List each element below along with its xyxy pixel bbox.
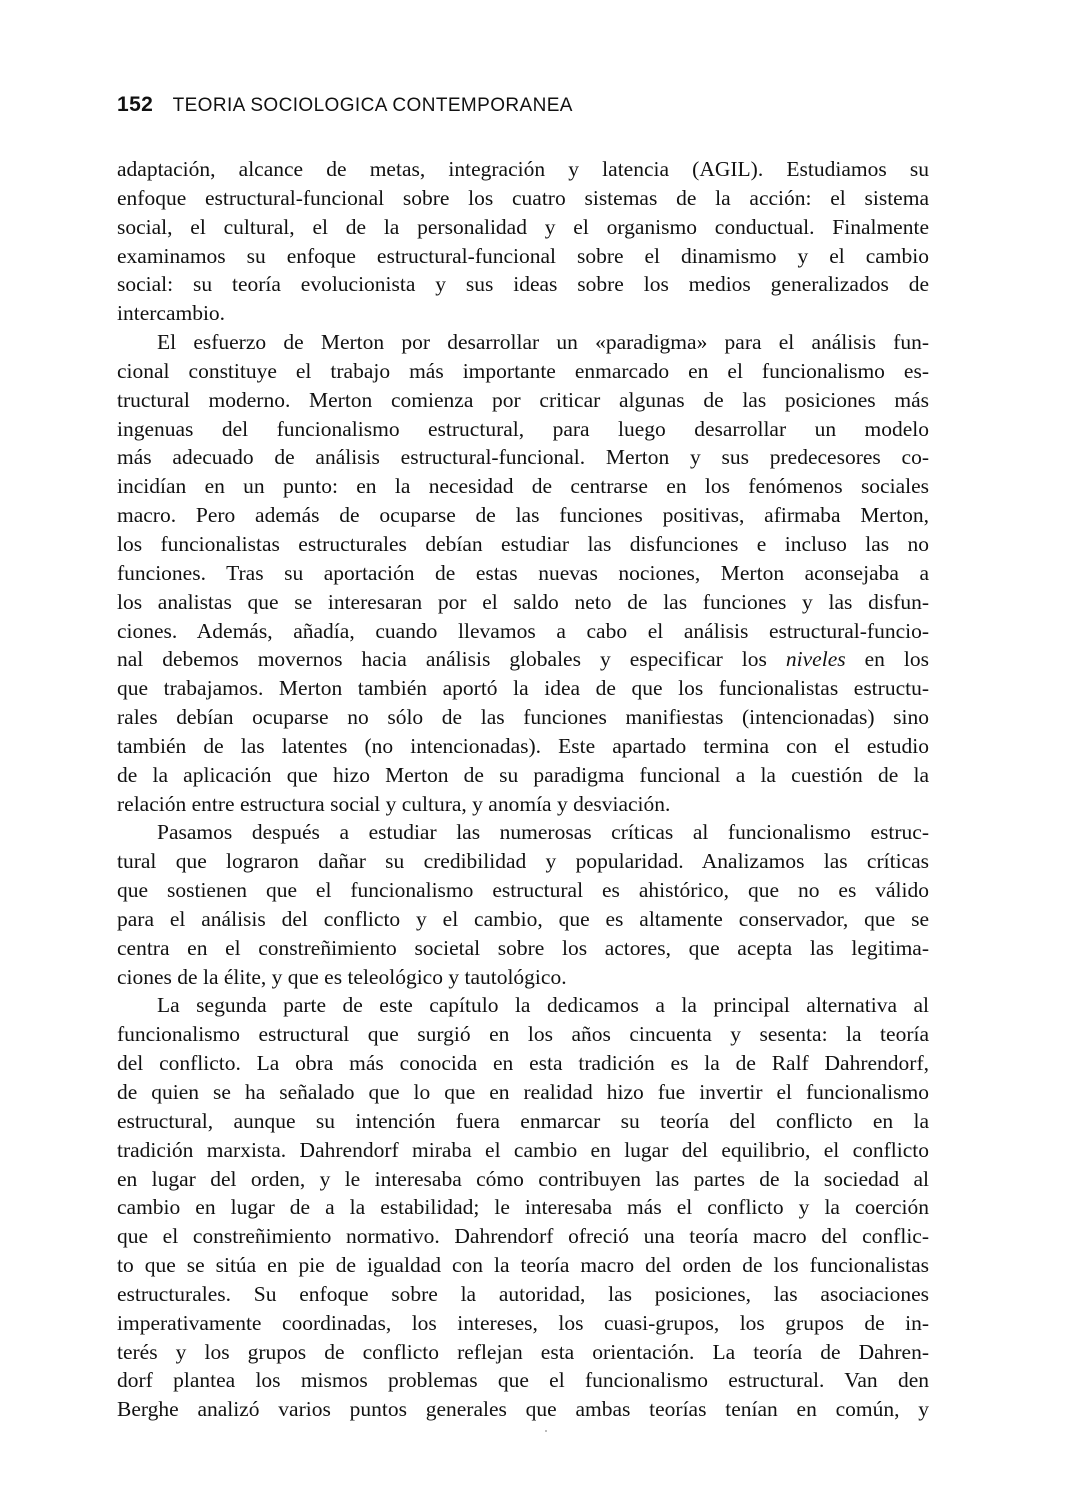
scan-speck: [545, 1430, 547, 1432]
paragraph-start-line: El esfuerzo de Merton por desarrollar un «paradigma» para el análisis fun-: [157, 330, 929, 355]
text-line: también de las latentes (no intencionadas). Este apartado termina con el estudio: [117, 733, 929, 758]
text-line: rales debían ocuparse no sólo de las funciones manifiestas (intencionadas) sino: [117, 705, 929, 730]
text-line: social, el cultural, el de la personalidad y el organismo conductual. Finalmente: [117, 214, 929, 239]
paragraph-start-line: Pasamos después a estudiar las numerosas críticas al funcionalismo estruc-: [157, 820, 929, 845]
text-line: centra en el constreñimiento societal sobre los actores, que acepta las legitima-: [117, 935, 929, 960]
text-line: enfoque estructural-funcional sobre los cuatro sistemas de la acción: el sistema: [117, 185, 929, 210]
text-line: Berghe analizó varios puntos generales que ambas teorías tenían en común, y: [117, 1397, 929, 1422]
text-line: en lugar del orden, y le interesaba cómo contribuyen las partes de la sociedad al: [117, 1166, 929, 1191]
text-line: tural que lograron dañar su credibilidad y popularidad. Analizamos las críticas: [117, 849, 929, 874]
text-line: social: su teoría evolucionista y sus ideas sobre los medios generalizados de: [117, 272, 929, 297]
text-line: de quien se ha señalado que lo que en realidad hizo fue invertir el funcionalismo: [117, 1080, 929, 1104]
text-line: tradición marxista. Dahrendorf miraba el cambio en lugar del equilibrio, el conflicto: [117, 1137, 929, 1162]
paragraph-start-line: La segunda parte de este capítulo la dedicamos a la principal alternativa al: [157, 993, 929, 1018]
text-line: más adecuado de análisis estructural-funcional. Merton y sus predecesores co-: [117, 445, 929, 470]
page-number: 152: [117, 93, 154, 116]
text-line: cambio en lugar de a la estabilidad; le interesaba más el conflicto y la coerción: [117, 1195, 929, 1220]
text-line: cional constituye el trabajo más importante enmarcado en el funcionalismo es-: [117, 358, 929, 383]
running-head: [117, 93, 573, 117]
text-line: que sostienen que el funcionalismo estructural es ahistórico, que no es válido: [117, 878, 929, 903]
body-text: [117, 155, 929, 1424]
text-line: funciones. Tras su aportación de estas nuevas nociones, Merton aconsejaba a: [117, 560, 929, 585]
text-line: funcionalismo estructural que surgió en los años cincuenta y sesenta: la teoría: [117, 1022, 929, 1047]
line-text: nal debemos movernos hacia análisis globales y especificar los: [117, 647, 786, 672]
text-line: que el constreñimiento normativo. Dahrendorf ofreció una teoría macro del conflic-: [117, 1224, 929, 1249]
text-line: terés y los grupos de conflicto reflejan esta orientación. La teoría de Dahren-: [117, 1339, 929, 1364]
italic-word: niveles: [785, 647, 846, 672]
text-line: los funcionalistas estructurales debían estudiar las disfunciones e incluso las no: [117, 531, 929, 556]
text-line: ingenuas del funcionalismo estructural, para luego desarrollar un modelo: [117, 416, 929, 441]
text-line: los analistas que se interesaran por el saldo neto de las funciones y las disfun-: [117, 589, 929, 614]
text-line: ciones. Además, añadía, cuando llevamos a cabo el análisis estructural-funcio-: [117, 618, 929, 643]
text-line-with-italic: [117, 645, 929, 674]
text-line: que trabajamos. Merton también aportó la idea de que los funcionalistas estructu-: [117, 676, 929, 701]
text-line: ciones de la élite, y que es teleológico y tautológico.: [117, 964, 567, 989]
line-text-tail: en los: [845, 647, 929, 672]
text-line: tructural moderno. Merton comienza por criticar algunas de las posiciones más: [117, 387, 929, 412]
text-line: relación entre estructura social y cultura, y anomía y desviación.: [117, 791, 671, 816]
text-line: estructurales. Su enfoque sobre la autoridad, las posiciones, las asociaciones: [117, 1281, 929, 1306]
text-line: del conflicto. La obra más conocida en esta tradición es la de Ralf Dahrendorf,: [117, 1051, 929, 1076]
text-line: para el análisis del conflicto y el cambio, que es altamente conservador, que se: [117, 906, 929, 931]
text-line: imperativamente coordinadas, los intereses, los cuasi-grupos, los grupos de in-: [117, 1310, 929, 1335]
text-line: examinamos su enfoque estructural-funcional sobre el dinamismo y el cambio: [117, 243, 929, 268]
text-line: incidían en un punto: en la necesidad de centrarse en los fenómenos sociales: [117, 474, 929, 499]
text-line: estructural, aunque su intención fuera enmarcar su teoría del conflicto en la: [117, 1108, 929, 1133]
text-line: adaptación, alcance de metas, integración y latencia (AGIL). Estudiamos su: [117, 157, 929, 181]
text-line: de la aplicación que hizo Merton de su paradigma funcional a la cuestión de la: [117, 762, 929, 787]
running-title: TEORIA SOCIOLOGICA CONTEMPORANEA: [172, 95, 573, 116]
text-line: dorf plantea los mismos problemas que el funcionalismo estructural. Van den: [117, 1368, 929, 1393]
text-line: macro. Pero además de ocuparse de las funciones positivas, afirmaba Merton,: [117, 503, 929, 528]
text-line: intercambio.: [117, 301, 226, 326]
text-line: to que se sitúa en pie de igualdad con la teoría macro del orden de los funcionalistas: [117, 1253, 929, 1278]
